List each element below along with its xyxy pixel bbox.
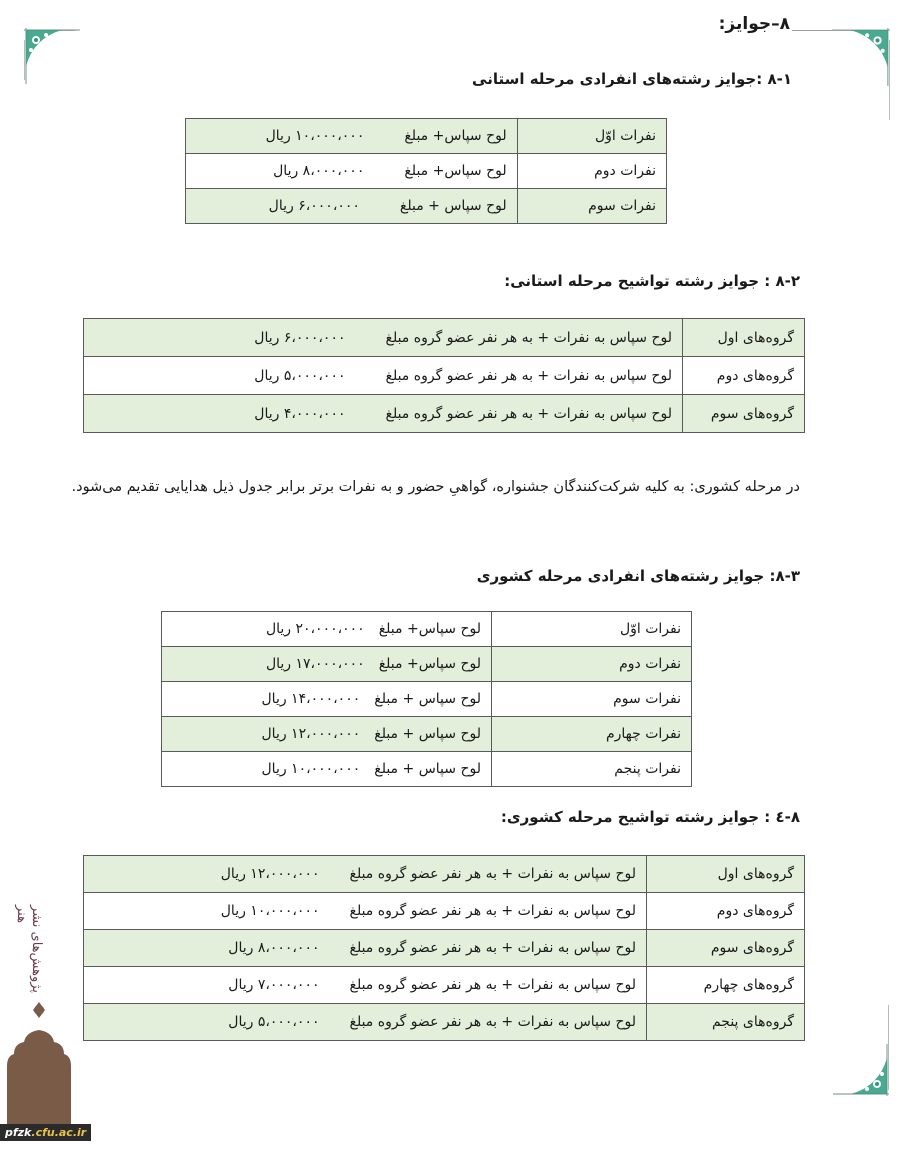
table-row [84, 967, 805, 1004]
amount-text: ۱۷،۰۰۰،۰۰۰ ریال [265, 656, 365, 672]
prize-cell [162, 717, 492, 752]
rank-cell: گروه‌های چهارم [647, 967, 805, 1004]
corner-ornament-top-right-icon [830, 26, 892, 88]
prize-cell [84, 319, 683, 357]
watermark-part2: .cfu.ac.ir [31, 1126, 87, 1139]
rank-cell: نفرات دوم [517, 154, 666, 189]
site-watermark [0, 1124, 91, 1141]
section-title-provincial-tawashih: ۸-۲ : جوایز رشته تواشیح مرحله استانی: [504, 272, 800, 290]
rank-cell: نفرات اوّل [517, 119, 666, 154]
table-row [186, 189, 667, 224]
calligraphy-logo: پژوهش‌های نشر هنر [14, 905, 44, 994]
table-row [84, 395, 805, 433]
table-row [162, 752, 692, 787]
corner-ornament-top-left-icon [22, 26, 82, 86]
prize-cell [84, 930, 647, 967]
table-row [84, 319, 805, 357]
prize-text: لوح سپاس+ مبلغ [404, 163, 507, 179]
rank-cell: گروه‌های دوم [647, 893, 805, 930]
rank-cell: گروه‌های اول [683, 319, 805, 357]
prize-text: لوح سپاس+ مبلغ [404, 128, 507, 144]
amount-text: ۵،۰۰۰،۰۰۰ ریال [254, 367, 346, 384]
table-row [162, 682, 692, 717]
arch-ornament-icon [4, 1000, 74, 1130]
prize-text: لوح سپاس به نفرات + به هر نفر عضو گروه مبلغ [385, 367, 672, 384]
rank-cell: نفرات اوّل [492, 612, 692, 647]
table-provincial-individual [185, 118, 667, 224]
prize-text: لوح سپاس + مبلغ [399, 198, 507, 214]
rank-cell: نفرات دوم [492, 647, 692, 682]
prize-text: لوح سپاس به نفرات + به هر نفر عضو گروه مبلغ [349, 903, 636, 919]
amount-text: ۱۴،۰۰۰،۰۰۰ ریال [261, 691, 361, 707]
prize-cell [186, 119, 518, 154]
prize-cell [162, 612, 492, 647]
prize-text: لوح سپاس به نفرات + به هر نفر عضو گروه مبلغ [349, 940, 636, 956]
table-row [84, 856, 805, 893]
amount-text: ۴،۰۰۰،۰۰۰ ریال [254, 405, 346, 422]
prize-cell [162, 682, 492, 717]
amount-text: ۶،۰۰۰،۰۰۰ ریال [268, 198, 360, 214]
prize-cell [84, 967, 647, 1004]
section-title-national-individual: ۸-۳: جوایز رشته‌های انفرادی مرحله کشوری [476, 567, 800, 585]
prize-text: لوح سپاس+ مبلغ [378, 656, 481, 672]
table-row [84, 893, 805, 930]
table-row [84, 357, 805, 395]
prize-cell [162, 752, 492, 787]
prize-cell [186, 189, 518, 224]
prize-cell [162, 647, 492, 682]
prize-text: لوح سپاس به نفرات + به هر نفر عضو گروه مبلغ [385, 405, 672, 422]
prize-cell [84, 357, 683, 395]
table-row [84, 930, 805, 967]
table-national-tawashih [83, 855, 805, 1041]
prize-text: لوح سپاس + مبلغ [374, 726, 481, 742]
prize-text: لوح سپاس به نفرات + به هر نفر عضو گروه مبلغ [385, 329, 672, 346]
national-stage-paragraph: در مرحله کشوری: به کلیه شرکت‌کنندگان جشنواره، گواهیِ حضور و به نفرات برتر برابر جدول ذیل هدایایی تقدیم می‌شود. [71, 479, 800, 495]
rank-cell: گروه‌های دوم [683, 357, 805, 395]
rank-cell: گروه‌های پنجم [647, 1004, 805, 1041]
rank-cell: نفرات چهارم [492, 717, 692, 752]
prize-text: لوح سپاس به نفرات + به هر نفر عضو گروه مبلغ [349, 977, 636, 993]
section-title-provincial-individual: ۸-۱ :جوایز رشته‌های انفرادی مرحله استانی [472, 70, 792, 88]
prize-cell [84, 1004, 647, 1041]
prize-text: لوح سپاس به نفرات + به هر نفر عضو گروه مبلغ [349, 1014, 636, 1030]
prize-text: لوح سپاس به نفرات + به هر نفر عضو گروه مبلغ [349, 866, 636, 882]
prize-text: لوح سپاس+ مبلغ [378, 621, 481, 637]
table-provincial-tawashih [83, 318, 805, 433]
table-row [186, 154, 667, 189]
table-national-individual [161, 611, 692, 787]
prize-cell [84, 893, 647, 930]
prize-cell [186, 154, 518, 189]
prize-cell [84, 395, 683, 433]
amount-text: ۷،۰۰۰،۰۰۰ ریال [228, 977, 320, 993]
prize-text: لوح سپاس + مبلغ [374, 761, 481, 777]
table-row [84, 1004, 805, 1041]
rank-cell: نفرات سوم [492, 682, 692, 717]
amount-text: ۲۰،۰۰۰،۰۰۰ ریال [265, 621, 365, 637]
amount-text: ۱۲،۰۰۰،۰۰۰ ریال [261, 726, 361, 742]
table-row [186, 119, 667, 154]
corner-ornament-bottom-right-icon [830, 1042, 892, 1098]
rank-cell: نفرات پنجم [492, 752, 692, 787]
amount-text: ۱۲،۰۰۰،۰۰۰ ریال [220, 866, 320, 882]
rank-cell: نفرات سوم [517, 189, 666, 224]
watermark-part1: pfzk [5, 1126, 32, 1139]
section-title-national-tawashih: ۸-٤ : جوایز رشته تواشیح مرحله کشوری: [500, 808, 800, 826]
amount-text: ۱۰،۰۰۰،۰۰۰ ریال [261, 761, 361, 777]
table-row [162, 647, 692, 682]
table-row [162, 612, 692, 647]
amount-text: ۵،۰۰۰،۰۰۰ ریال [228, 1014, 320, 1030]
rank-cell: گروه‌های سوم [683, 395, 805, 433]
table-row [162, 717, 692, 752]
amount-text: ۶،۰۰۰،۰۰۰ ریال [254, 329, 346, 346]
amount-text: ۱۰،۰۰۰،۰۰۰ ریال [220, 903, 320, 919]
prize-text: لوح سپاس + مبلغ [374, 691, 481, 707]
amount-text: ۱۰،۰۰۰،۰۰۰ ریال [265, 128, 365, 144]
rank-cell: گروه‌های سوم [647, 930, 805, 967]
prize-cell [84, 856, 647, 893]
amount-text: ۸،۰۰۰،۰۰۰ ریال [273, 163, 365, 179]
amount-text: ۸،۰۰۰،۰۰۰ ریال [228, 940, 320, 956]
page-heading: ۸–جوایز: [718, 14, 790, 34]
rank-cell: گروه‌های اول [647, 856, 805, 893]
